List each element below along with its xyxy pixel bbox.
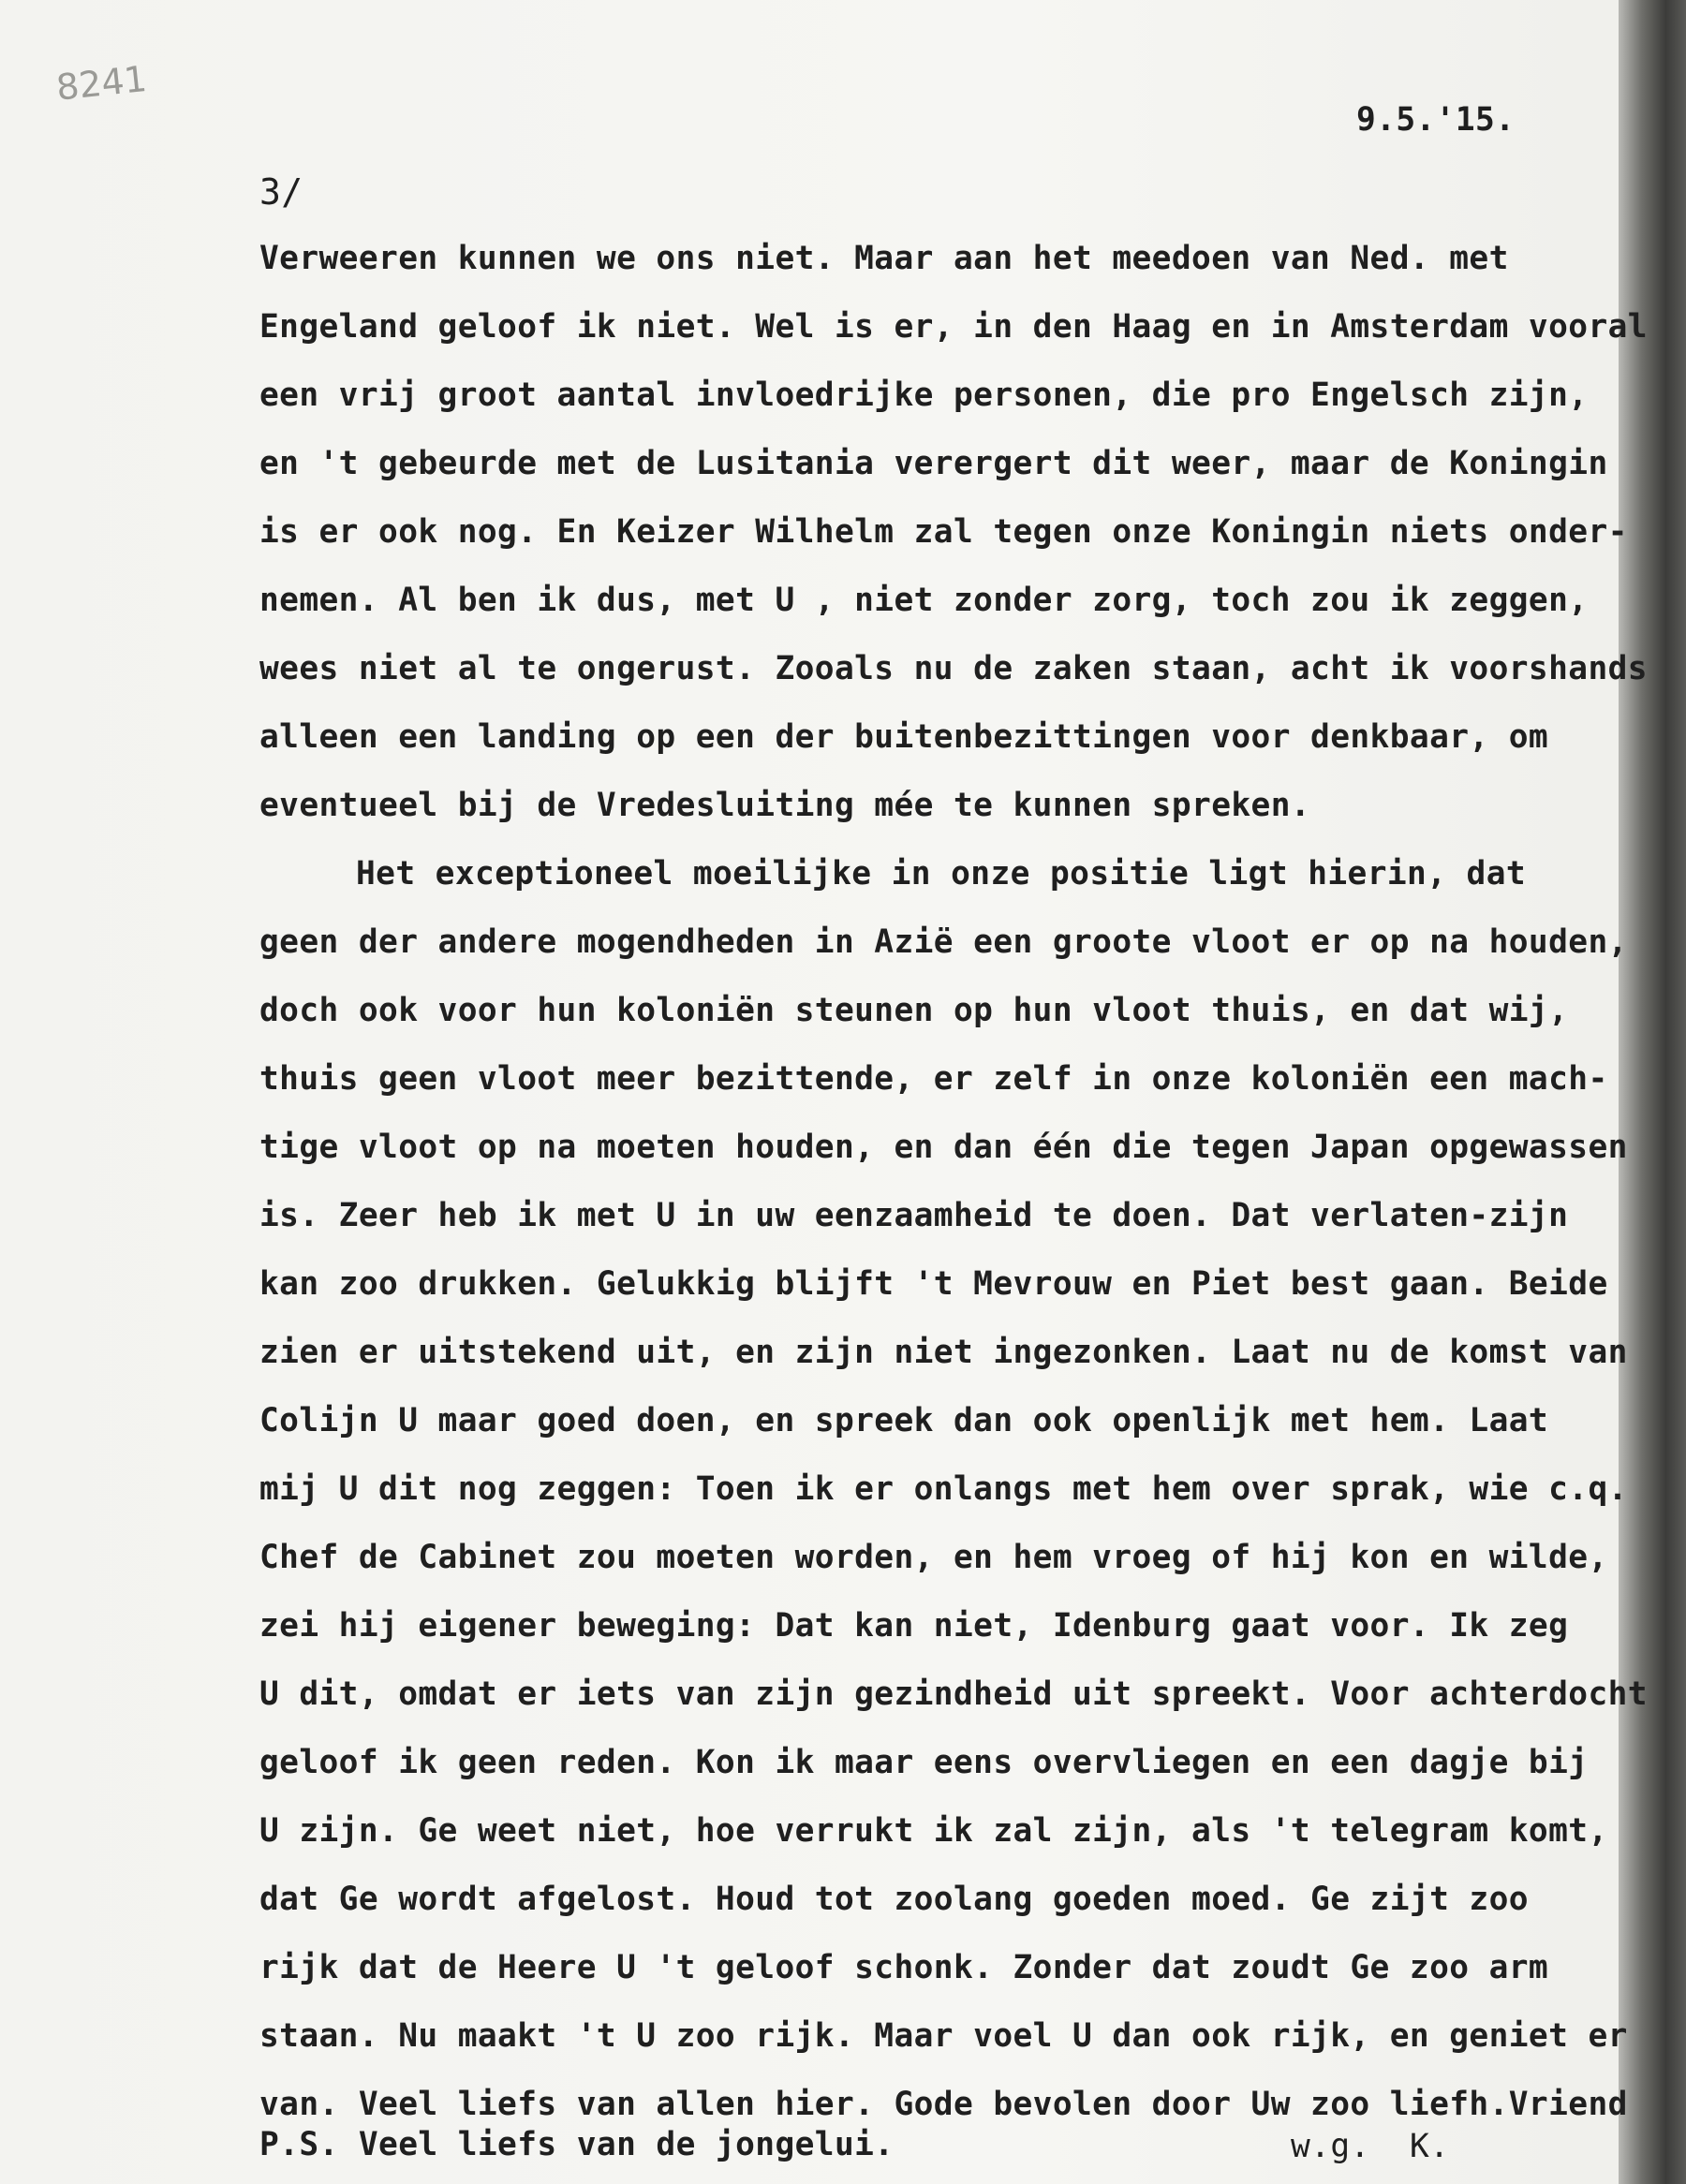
text-line: zien er uitstekend uit, en zijn niet ingezonken. Laat nu de komst van — [259, 1334, 1628, 1371]
postscript: P.S. Veel liefs van de jongelui. — [259, 2126, 895, 2163]
text-line: alleen een landing op een der buitenbezittingen voor denkbaar, om — [259, 718, 1549, 756]
text-line: Verweeren kunnen we ons niet. Maar aan het meedoen van Ned. met — [259, 240, 1509, 277]
text-line: dat Ge wordt afgelost. Houd tot zoolang goeden moed. Ge zijt zoo — [259, 1881, 1529, 1918]
text-line: rijk dat de Heere U 't geloof schonk. Zonder dat zoudt Ge zoo arm — [259, 1949, 1549, 1986]
text-line: Engeland geloof ik niet. Wel is er, in den Haag en in Amsterdam vooral — [259, 308, 1648, 346]
text-line: eventueel bij de Vredesluiting mée te kunnen spreken. — [259, 787, 1311, 824]
text-line: Chef de Cabinet zou moeten worden, en hem vroeg of hij kon en wilde, — [259, 1539, 1608, 1576]
text-line: een vrij groot aantal invloedrijke personen, die pro Engelsch zijn, — [259, 376, 1589, 414]
text-line: geloof ik geen reden. Kon ik maar eens overvliegen en een dagje bij — [259, 1744, 1589, 1781]
text-line: Het exceptioneel moeilijke in onze positie ligt hierin, dat — [356, 855, 1527, 893]
archive-number: 8241 — [54, 57, 149, 109]
text-line: wees niet al te ongerust. Zooals nu de zaken staan, acht ik voorshands — [259, 650, 1648, 687]
text-line: doch ook voor hun koloniën steunen op hun vloot thuis, en dat wij, — [259, 992, 1569, 1029]
text-line: tige vloot op na moeten houden, en dan één die tegen Japan opgewassen — [259, 1129, 1628, 1166]
text-line: is. Zeer heb ik met U in uw eenzaamheid te doen. Dat verlaten-zijn — [259, 1197, 1569, 1234]
text-line: U dit, omdat er iets van zijn gezindheid uit spreekt. Voor achterdocht — [259, 1675, 1648, 1713]
text-line: mij U dit nog zeggen: Toen ik er onlangs met hem over sprak, wie c.q. — [259, 1470, 1628, 1508]
text-line: en 't gebeurde met de Lusitania verergert dit weer, maar de Koningin — [259, 445, 1608, 482]
text-line: U zijn. Ge weet niet, hoe verrukt ik zal zijn, als 't telegram komt, — [259, 1812, 1608, 1850]
letter-date: 9.5.'15. — [1356, 101, 1516, 139]
page-number: 3/ — [259, 171, 303, 213]
text-line: geen der andere mogendheden in Azië een groote vloot er op na houden, — [259, 923, 1628, 961]
text-line: staan. Nu maakt 't U zoo rijk. Maar voel U dan ook rijk, en geniet er — [259, 2017, 1628, 2055]
text-line: thuis geen vloot meer bezittende, er zelf in onze koloniën een mach- — [259, 1060, 1608, 1098]
text-line: is er ook nog. En Keizer Wilhelm zal tegen onze Koningin niets onder- — [259, 513, 1628, 551]
signature: w.g. K. — [1291, 2128, 1450, 2165]
text-line: Colijn U maar goed doen, en spreek dan ook openlijk met hem. Laat — [259, 1402, 1549, 1439]
text-line: zei hij eigener beweging: Dat kan niet, Idenburg gaat voor. Ik zeg — [259, 1607, 1569, 1645]
text-line: nemen. Al ben ik dus, met U , niet zonder zorg, toch zou ik zeggen, — [259, 582, 1589, 619]
text-line: kan zoo drukken. Gelukkig blijft 't Mevrouw en Piet best gaan. Beide — [259, 1265, 1608, 1303]
text-line: van. Veel liefs van allen hier. Gode bevolen door Uw zoo liefh.Vriend — [259, 2086, 1628, 2123]
